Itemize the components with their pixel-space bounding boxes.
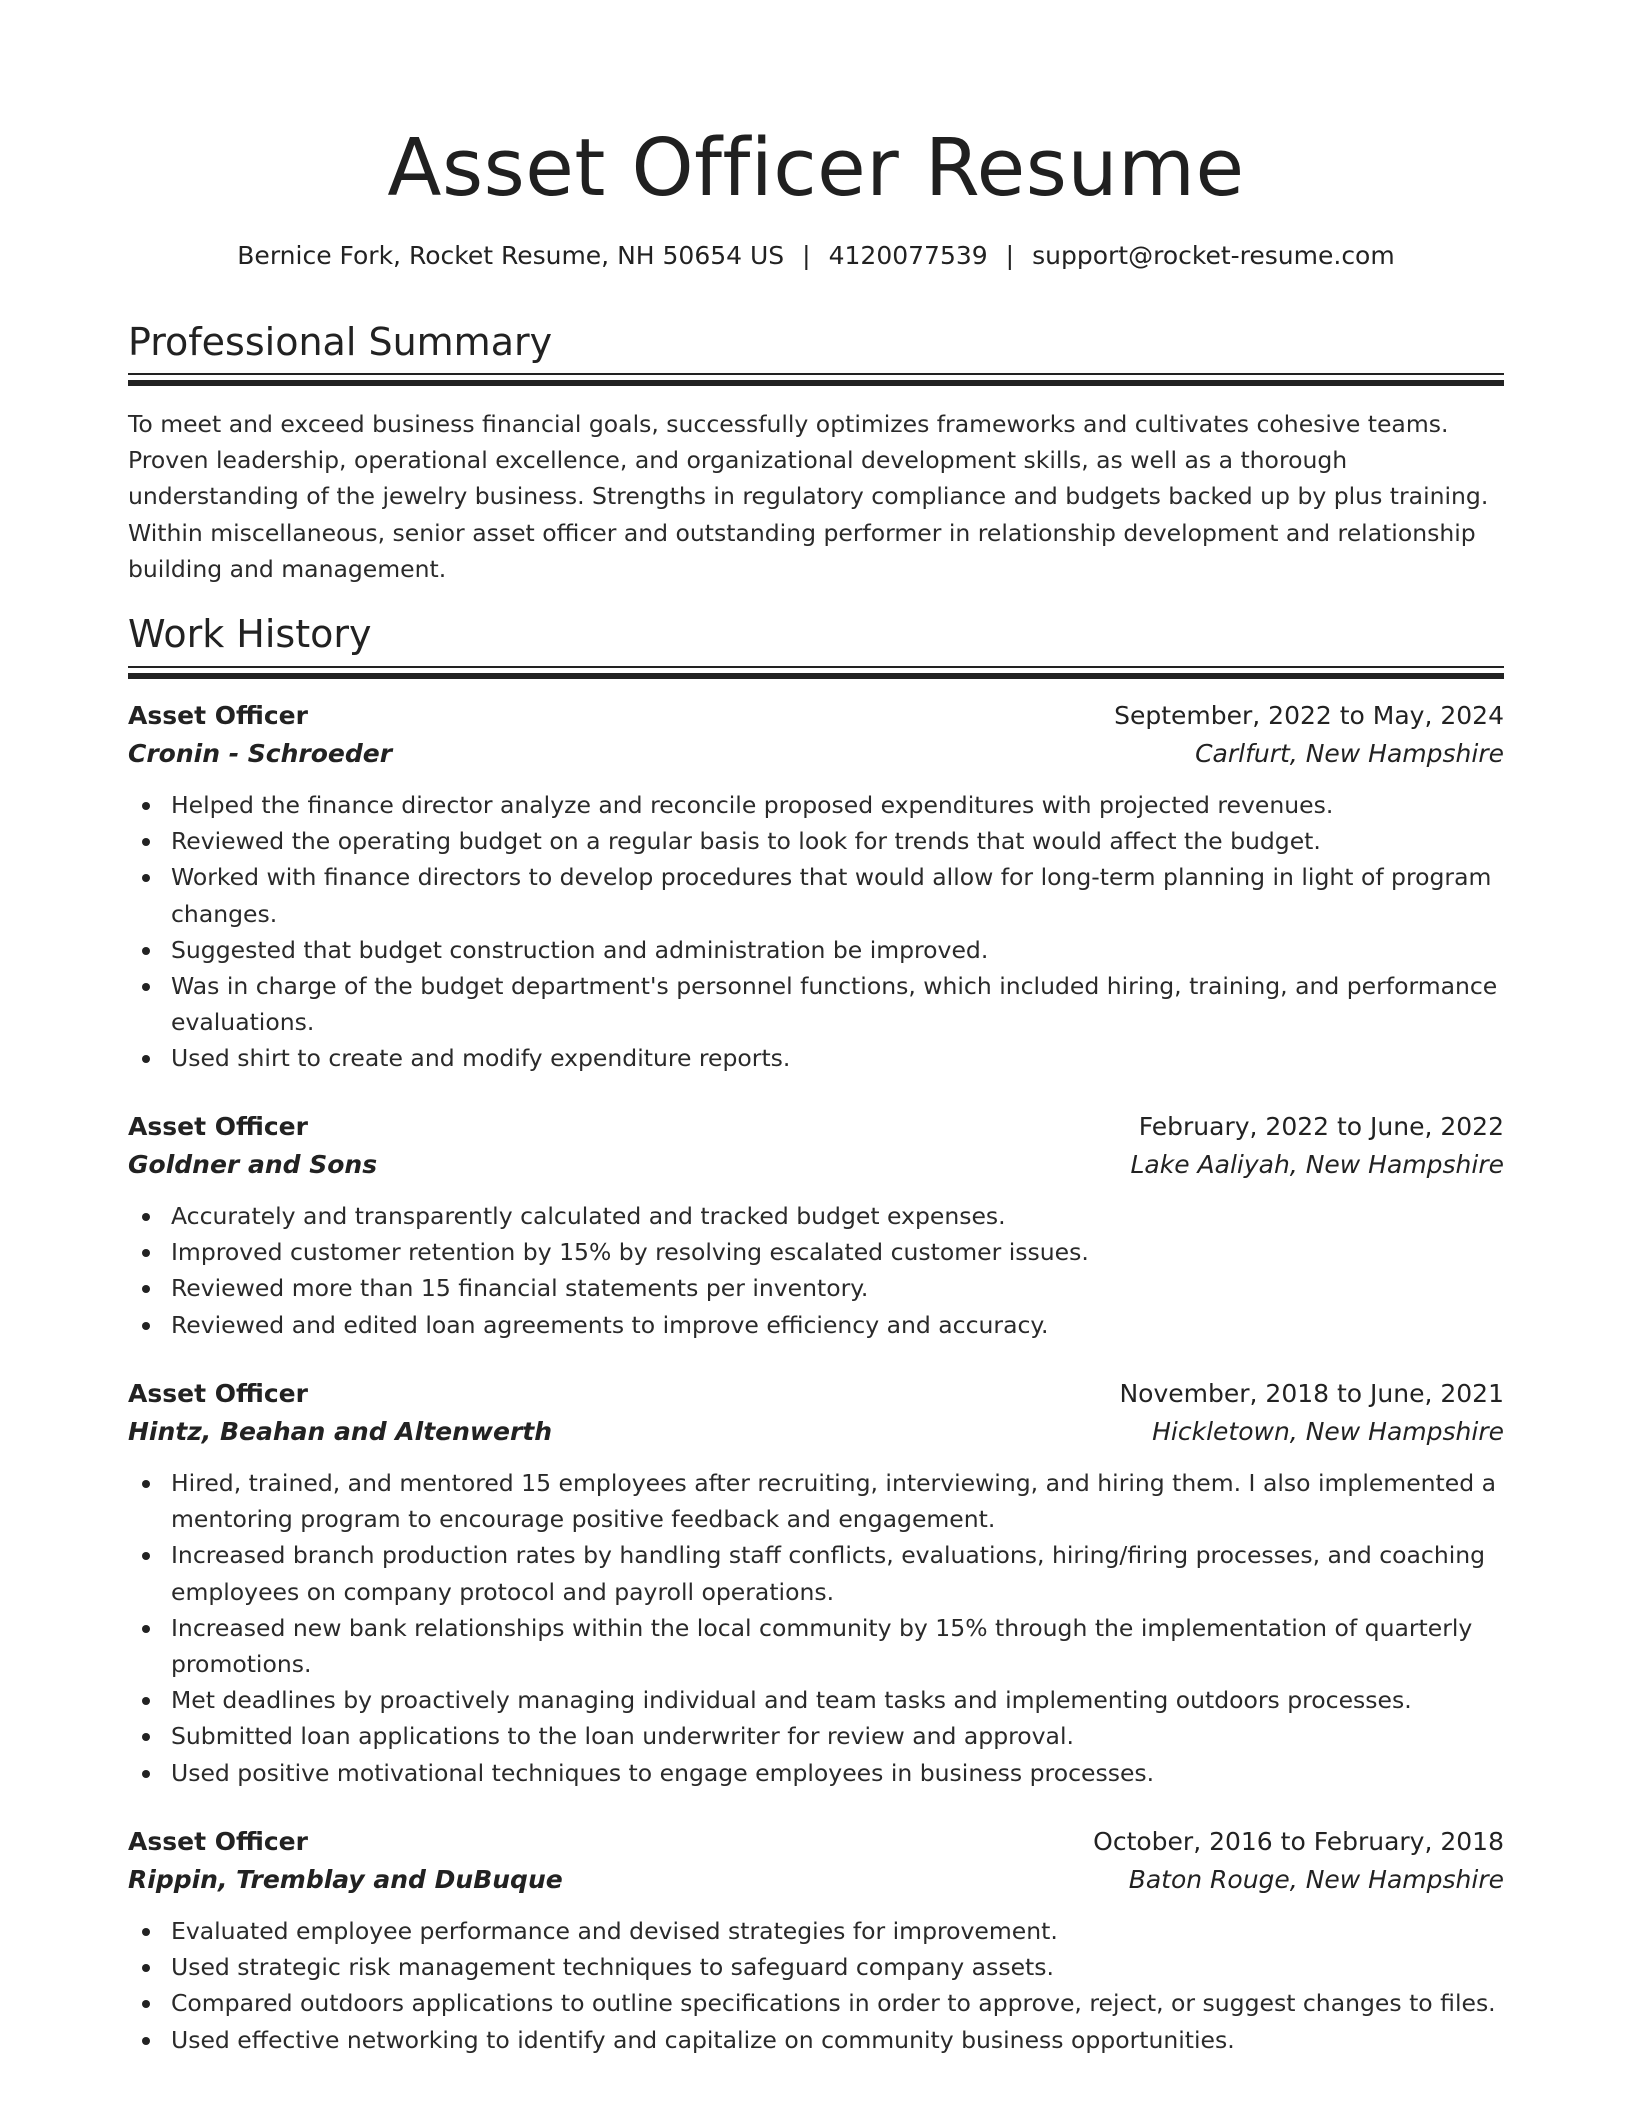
- bullet-text: Reviewed the operating budget on a regular basis to look for trends that would affect the budget.: [171, 827, 1321, 856]
- job-bullet: [128, 1755, 1504, 1791]
- bullet-text: Suggested that budget construction and administration be improved.: [171, 935, 989, 964]
- bullet-dot: [142, 983, 150, 991]
- contact-email: support@rocket-resume.com: [1032, 241, 1395, 270]
- job-subheader-row: [128, 1861, 1504, 1899]
- job-entry: [128, 1375, 1504, 1791]
- job-bullet: [128, 2022, 1504, 2058]
- bullet-dot: [142, 1625, 150, 1633]
- resume-title: Asset Officer Resume: [387, 122, 1245, 214]
- job-entry: [128, 1108, 1504, 1343]
- job-bullet-list: [128, 787, 1504, 1077]
- job-bullet: [128, 1718, 1504, 1754]
- bullet-text: Submitted loan applications to the loan underwriter for review and approval.: [171, 1722, 1074, 1751]
- job-dates: November, 2018 to June, 2021: [1119, 1379, 1504, 1408]
- divider-thick-line: [128, 673, 1504, 679]
- bullet-dot: [142, 947, 150, 955]
- bullet-dot: [142, 802, 150, 810]
- job-bullet: [128, 1682, 1504, 1718]
- job-header-row: [128, 1823, 1504, 1861]
- job-bullet: [128, 1307, 1504, 1343]
- bullet-text: Hired, trained, and mentored 15 employees after recruiting, interviewing, and hiring them. I also implemented a mentoring program to encourage positive feedback and engagement.: [171, 1469, 1497, 1534]
- job-subheader-row: [128, 1146, 1504, 1184]
- bullet-dot: [142, 1697, 150, 1705]
- job-bullet: [128, 1610, 1504, 1682]
- job-bullet: [128, 1985, 1504, 2021]
- job-company: Goldner and Sons: [128, 1150, 378, 1179]
- job-title: Asset Officer: [128, 1379, 308, 1408]
- bullet-dot: [142, 1733, 150, 1741]
- bullet-dot: [142, 2000, 150, 2008]
- job-bullet-list: [128, 1913, 1504, 2058]
- section-heading-work-history: Work History: [128, 612, 372, 656]
- contact-separator: |: [1005, 241, 1015, 270]
- job-company: Cronin - Schroeder: [128, 739, 393, 768]
- job-bullet-list: [128, 1465, 1504, 1791]
- bullet-dot: [142, 1964, 150, 1972]
- job-entry: [128, 1823, 1504, 2058]
- contact-separator: |: [802, 241, 811, 270]
- bullet-text: Used strategic risk management techniques to safeguard company assets.: [171, 1953, 1054, 1982]
- bullet-text: Evaluated employee performance and devised strategies for improvement.: [171, 1917, 1058, 1945]
- contact-line: [128, 238, 1504, 274]
- bullet-dot: [142, 1322, 150, 1330]
- job-header-row: [128, 697, 1504, 735]
- section-heading-professional-summary: Professional Summary: [128, 320, 553, 364]
- bullet-dot: [142, 1480, 150, 1488]
- bullet-text: Increased new bank relationships within the local community by 15% through the implementation of quarterly promotions.: [171, 1613, 1473, 1679]
- job-bullet: [128, 1537, 1504, 1609]
- bullet-text: Reviewed and edited loan agreements to improve efficiency and accuracy.: [171, 1310, 1049, 1339]
- divider-thin-line: [128, 666, 1504, 668]
- job-dates: September, 2022 to May, 2024: [1114, 701, 1504, 730]
- job-company: Rippin, Tremblay and DuBuque: [128, 1865, 563, 1894]
- bullet-text: Compared outdoors applications to outline specifications in order to approve, reject, or suggest changes to files.: [171, 1989, 1496, 2018]
- bullet-dot: [142, 874, 150, 882]
- job-company: Hintz, Beahan and Altenwerth: [128, 1417, 553, 1446]
- bullet-text: Used effective networking to identify and capitalize on community business opportunities.: [171, 2025, 1235, 2054]
- job-location: Lake Aaliyah, New Hampshire: [1130, 1150, 1504, 1179]
- job-bullet: [128, 1949, 1504, 1985]
- job-header-row: [128, 1375, 1504, 1413]
- job-bullet: [128, 1913, 1504, 1949]
- bullet-dot: [142, 1249, 150, 1257]
- job-bullet: [128, 823, 1504, 859]
- bullet-text: Improved customer retention by 15% by resolving escalated customer issues.: [171, 1238, 1089, 1267]
- job-title: Asset Officer: [128, 1827, 308, 1856]
- divider-thin-line: [128, 373, 1504, 375]
- contact-address: Bernice Fork, Rocket Resume, NH 50654 US: [237, 241, 785, 270]
- job-bullet: [128, 1270, 1504, 1306]
- bullet-text: Met deadlines by proactively managing individual and team tasks and implementing outdoors processes.: [171, 1686, 1412, 1715]
- job-location: Carlfurt, New Hampshire: [1195, 739, 1504, 768]
- job-location: Hickletown, New Hampshire: [1152, 1417, 1504, 1446]
- job-bullet: [128, 1198, 1504, 1234]
- job-bullet: [128, 1465, 1504, 1537]
- job-bullet: [128, 1234, 1504, 1270]
- divider-thick-line: [128, 380, 1504, 386]
- bullet-dot: [142, 1928, 150, 1936]
- bullet-text: Used shirt to create and modify expenditure reports.: [171, 1044, 791, 1073]
- job-subheader-row: [128, 735, 1504, 773]
- bullet-text: Worked with finance directors to develop procedures that would allow for long-term planning in light of program changes.: [171, 863, 1492, 928]
- job-location: Baton Rouge, New Hampshire: [1128, 1865, 1504, 1894]
- bullet-dot: [142, 1770, 150, 1778]
- bullet-dot: [142, 2037, 150, 2045]
- job-entry: [128, 697, 1504, 1077]
- job-title: Asset Officer: [128, 701, 308, 730]
- job-bullet-list: [128, 1198, 1504, 1343]
- bullet-text: Accurately and transparently calculated and tracked budget expenses.: [171, 1202, 1006, 1230]
- bullet-dot: [142, 1055, 150, 1063]
- job-subheader-row: [128, 1413, 1504, 1451]
- bullet-dot: [142, 1552, 150, 1560]
- job-header-row: [128, 1108, 1504, 1146]
- bullet-text: Was in charge of the budget department's personnel functions, which included hiring, training, and performance evaluations.: [171, 972, 1498, 1037]
- bullet-text: Increased branch production rates by handling staff conflicts, evaluations, hiring/firing processes, and coaching employees on company protocol and payroll operations.: [171, 1541, 1486, 1606]
- job-bullet: [128, 968, 1504, 1040]
- bullet-dot: [142, 1285, 150, 1293]
- bullet-dot: [142, 1213, 150, 1221]
- bullet-dot: [142, 838, 150, 846]
- job-dates: October, 2016 to February, 2018: [1093, 1827, 1504, 1856]
- professional-summary-text: To meet and exceed business financial goals, successfully optimizes frameworks and cultivates cohesive teams. Proven leadership, operational excellence, and organizational development skills, as well as a thorough understanding of the jewelry business. Strengths in regulatory compliance and budgets backed up by plus training. Within miscellaneous, senior asset officer and outstanding performer in relationship development and relationship building and management.: [128, 410, 1489, 583]
- bullet-text: Helped the finance director analyze and reconcile proposed expenditures with projected revenues.: [171, 791, 1334, 819]
- job-dates: February, 2022 to June, 2022: [1138, 1112, 1504, 1141]
- bullet-text: Reviewed more than 15 financial statements per inventory.: [171, 1274, 869, 1303]
- job-title: Asset Officer: [128, 1112, 308, 1141]
- job-bullet: [128, 1040, 1504, 1076]
- job-bullet: [128, 787, 1504, 823]
- bullet-text: Used positive motivational techniques to engage employees in business processes.: [171, 1758, 1155, 1787]
- job-bullet: [128, 932, 1504, 968]
- contact-phone: 4120077539: [828, 241, 988, 270]
- job-bullet: [128, 859, 1504, 931]
